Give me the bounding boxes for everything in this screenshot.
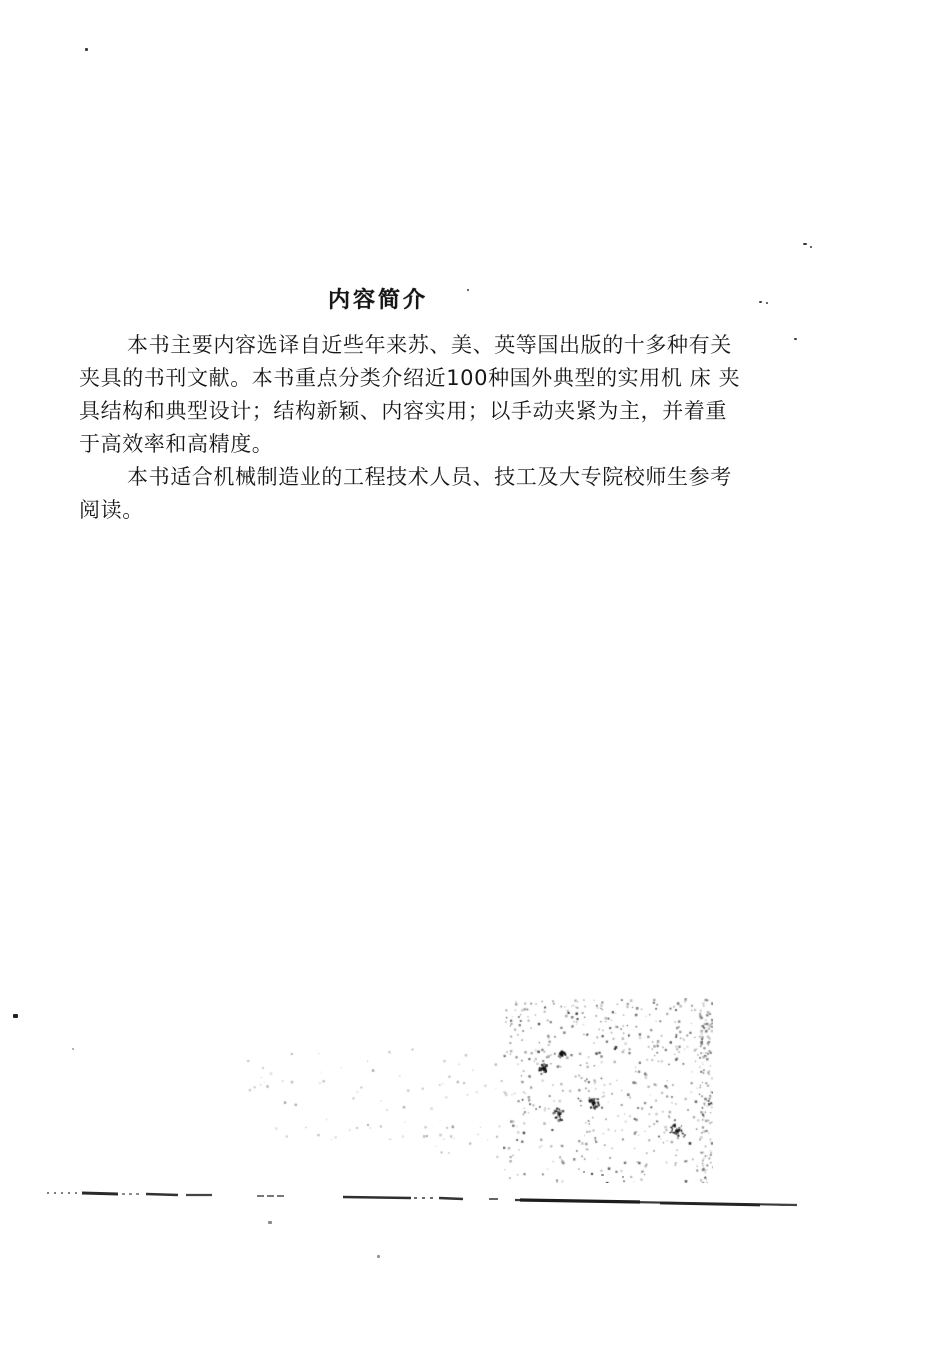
- scan-speck: [810, 246, 812, 248]
- paragraph1-line2: 夹具的书刊文献。本书重点分类介绍近100种国外典型的实用机 床 夹: [79, 366, 741, 390]
- paragraph2-line1: 本书适合机械制造业的工程技术人员、技工及大专院校师生参考: [127, 465, 732, 489]
- broken-horizontal-rule: [0, 1180, 950, 1220]
- faint-ink-smudge-middle: [418, 1058, 518, 1163]
- paragraph2-line2: 阅读。: [79, 498, 144, 522]
- paragraph1-line4: 于高效率和高精度。: [79, 432, 274, 456]
- scan-speck: [759, 301, 762, 303]
- scan-speck: [13, 1014, 18, 1018]
- scan-speck: [766, 302, 768, 304]
- page-title: 内容简介: [328, 288, 429, 313]
- scan-speck: [377, 1255, 380, 1258]
- scan-speck: [583, 1171, 585, 1173]
- scan-speck: [72, 1048, 74, 1050]
- scan-speck: [794, 338, 797, 340]
- scan-speck: [467, 289, 469, 291]
- faded-stamp-smudge: [503, 998, 713, 1183]
- scan-speck: [85, 48, 88, 51]
- paragraph1-line3: 具结构和典型设计；结构新颖、内容实用；以手动夹紧为主，并着重: [79, 399, 727, 423]
- scan-speck: [622, 1176, 624, 1178]
- paragraph1-line1: 本书主要内容选译自近些年来苏、美、英等国出版的十多种有关: [127, 333, 732, 357]
- scan-speck: [803, 243, 807, 245]
- scan-speck: [268, 1221, 272, 1224]
- scan-speck: [601, 1174, 604, 1176]
